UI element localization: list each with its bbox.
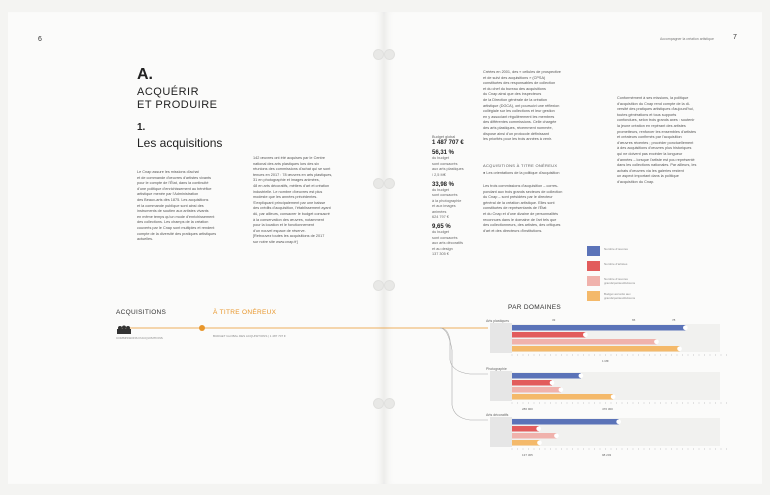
text-line: 48 en arts décoratifs, métiers d'art et création [253, 183, 330, 188]
bar-nombre-d-uvres [512, 373, 581, 379]
bar-end-marker [677, 346, 682, 351]
stat-line: du budget [432, 230, 449, 235]
category-label: Photographie [486, 367, 507, 371]
text-line: Le Cnap assure les missions d'achat [137, 170, 199, 174]
text-line: qui ne doivent pas excéder la longueur [617, 151, 683, 156]
page-number-right: 7 [733, 34, 737, 41]
bar-nombre-d-uvres-grands-petites-divisions [512, 387, 561, 393]
stat-line: sont consacrés [432, 161, 458, 166]
text-line: et du chef du bureau des acquisitions [483, 86, 546, 91]
stat-line: du budget [432, 188, 449, 193]
bar-end-marker [579, 373, 584, 378]
stat-line: / 2,5 M€ [432, 172, 446, 177]
bar-end-marker [583, 332, 588, 337]
stat-line: du budget [432, 156, 449, 161]
text-line: la jeune création en repérant des artistes [617, 123, 686, 128]
bar-end-marker [611, 394, 616, 399]
text-line: des Beaux-arts dès 1875. Les acquisitions [137, 197, 209, 202]
text-line: dispose ainsi d'un protocole définissant [483, 131, 549, 136]
bottom-value-label: 137 305 [522, 453, 533, 457]
text-line: d'acquisition du Cnap. [617, 179, 655, 184]
running-header: Accompagner la création artistique [660, 37, 714, 41]
bottom-value-label: 98 203 [602, 453, 612, 457]
stat-line: aux arts décoratifs [432, 241, 464, 246]
bar-end-marker [554, 433, 559, 438]
bar-end-marker [559, 387, 564, 392]
text-line: toutes générations et tous supports [617, 112, 677, 117]
text-line: en même temps qu'un mode d'enrichissement [137, 214, 215, 219]
text-line: [Retrouvez toutes les acquisitions de 2017 [253, 234, 325, 239]
subsection-title: Les acquisitions [137, 136, 223, 150]
text-line: dû, par ailleurs, consacrer le budget consacré [253, 211, 330, 216]
bar-end-marker [616, 419, 621, 424]
text-line: collégiale sur les collections et leur gestion [483, 109, 555, 114]
bar-nombre-d-artistes [512, 332, 585, 338]
stat-line: à la photographie [432, 198, 462, 203]
bar-end-marker [537, 440, 542, 445]
text-line: artistique menée par l'Administration [137, 192, 199, 197]
bar-budget-accord-aux-grands-petites-divisions [512, 394, 613, 400]
text-line: d'œuvres récentes ; procéder ponctuellement [617, 140, 694, 145]
text-line: 142 œuvres ont été acquises par le Centre [253, 156, 325, 160]
bottom-value-label: 286 900 [522, 407, 533, 411]
text-line: couverts par le Cnap sont multiples et rendent [137, 225, 215, 230]
stat-line: et au design [432, 246, 453, 251]
text-line: national des arts plastiques lors des six [253, 161, 320, 166]
text-line: compte de la diversité des pratiques artistiques [137, 231, 217, 236]
bullet-dot: ● [483, 171, 486, 175]
text-line: des arts plastiques, récemment nommée, [483, 125, 553, 130]
legend-label: Nombre d'œuvres [604, 247, 628, 251]
bullet-text: Les orientations de la politique d'acquisition [486, 171, 560, 175]
bar-nombre-d-artistes [512, 426, 539, 432]
stat-percent: 9,65 % [432, 224, 451, 231]
text-line: 31 en photographie et images animées, [253, 178, 320, 183]
category-label: Arts plastiques [486, 319, 509, 323]
text-line: à la conservation des œuvres, notamment [253, 217, 324, 222]
text-line: et de suivi des acquisitions » (CPSA) [483, 75, 546, 80]
text-line: d'un nouvel espace de réserve. [253, 228, 306, 233]
top-scale-label: 78 [672, 318, 676, 322]
text-line: à des acquisitions d'œuvres plus historiques [617, 146, 692, 151]
onereux-label: À TITRE ONÉREUX [213, 309, 277, 316]
legend-label: Nombre d'œuvres grands/petites/divisions [604, 277, 636, 285]
stat-line: animées [432, 209, 447, 214]
domains-title: PAR DOMAINES [508, 304, 561, 311]
stat-percent: 56,31 % [432, 150, 455, 157]
top-scale-label: 33 [552, 318, 556, 322]
text-line: de la Direction générale de la création [483, 97, 547, 102]
bar-end-marker [536, 426, 541, 431]
text-line: un aspect important dans la politique [617, 174, 679, 179]
text-line: et de commande d'œuvres d'artistes vivants [137, 175, 212, 180]
text-line: du Cnap ainsi que des inspecteurs [483, 92, 542, 97]
onereux-sub: BUDGET GLOBAL DES ACQUISITIONS | 1 487 707 € [213, 334, 286, 338]
text-line: réunions des commissions d'achat qui se sont [253, 167, 331, 172]
text-line: les priorités pour les trois années à venir. [483, 137, 553, 142]
text-line: reconnues dans le domaine de l'art tels que [483, 217, 557, 222]
category-track [490, 371, 512, 401]
text-line: versité des pratiques artistiques d'aujourd'hui, [617, 107, 694, 112]
text-line: modeste que les années précédentes. [253, 195, 318, 200]
acquisitions-label: ACQUISITIONS [116, 309, 167, 316]
page-number-left: 6 [38, 36, 42, 43]
text-line: d'une politique d'enrichissement au bénéfice [137, 186, 212, 191]
text-line: des crédits d'acquisition, l'établissement ayant [253, 206, 331, 211]
stat-line: sont consacrés [432, 193, 458, 198]
text-line: des collectionneurs, des artistes, des critiques [483, 223, 561, 228]
text-line: artistique (DGCA), ont poursuivi une réflexion [483, 103, 560, 108]
text-line: sur notre site www.cnap.fr] [253, 239, 298, 244]
section-title-line: ET PRODUIRE [137, 99, 218, 111]
text-line: prometteurs, renforcer les ensembles d'artistes [617, 129, 697, 134]
section-letter: A. [137, 66, 153, 83]
stat-line: aux arts plastiques [432, 167, 464, 172]
text-line: général de la création artistique. Elles sont [483, 200, 555, 205]
section-title-line: ACQUÉRIR [137, 86, 200, 98]
bar-nombre-d-artistes [512, 380, 552, 386]
text-line: des collections. Les champs de la création [137, 220, 209, 225]
text-line: confondues, selon trois grands axes : soutenir [617, 118, 695, 123]
text-line: en y associant régulièrement les membres [483, 114, 555, 119]
bar-budget-accord-aux-grands-petites-divisions [512, 346, 680, 352]
category-track [490, 417, 512, 447]
stat-line: 137 305 € [432, 252, 449, 257]
text-line: et créateurs confirmés par l'acquisition [617, 135, 682, 140]
category-label: Arts décoratifs [486, 413, 509, 417]
bar-end-marker [654, 339, 659, 344]
text-line: achats d'œuvres via les galeries restent [617, 168, 684, 173]
text-line: d'années – lorsque l'artiste est pou représenté [617, 157, 695, 162]
text-line: pour le compte de l'État, dans la continuité [137, 181, 209, 186]
text-line: et du Cnap et d'une dizaine de personnalités [483, 211, 559, 216]
bar-budget-accord-aux-grands-petites-divisions [512, 440, 539, 446]
text-line: d'art et des directeurs d'institutions. [483, 228, 543, 233]
text-line: tenues en 2017 : 78 œuvres en arts plastiques, [253, 172, 333, 177]
bottom-value-label: 1 M€ [602, 359, 609, 363]
bar-nombre-d-uvres-grands-petites-divisions [512, 433, 556, 439]
text-line: Les trois commissions d'acquisition – corres- [483, 184, 559, 188]
legend-label: Budget accordé aux grands/petites/divisions [604, 292, 636, 300]
bottom-value-label: 476 300 [602, 407, 613, 411]
text-line: des différentes commissions. Celle chargée [483, 120, 557, 125]
stat-line: et aux images [432, 204, 456, 209]
bar-nombre-d-uvres [512, 419, 619, 425]
text-line: S'expliquant principalement par une baisse [253, 200, 326, 205]
text-line: constituées de représentants de l'État [483, 206, 547, 211]
stat-line: sont consacrés [432, 235, 458, 240]
subsection-number: 1. [137, 122, 146, 133]
stat-line: 624 797 € [432, 215, 449, 220]
stat-percent: 33,98 % [432, 182, 455, 189]
legend-label: Nombre d'artistes [604, 262, 628, 266]
text-line: industrielle. Le nombre d'œuvres est plus [253, 189, 323, 194]
onereux-heading: ACQUISITIONS À TITRE ONÉREUX [483, 163, 558, 168]
bar-end-marker [550, 380, 555, 385]
text-line: du Cnap – sont présidées par le directeur [483, 195, 553, 200]
bar-nombre-d-uvres [512, 325, 685, 331]
top-scale-label: 65 [632, 318, 636, 322]
text-line: actuelles. [137, 237, 154, 242]
text-line: Créées en 2001, des « cellules de prospective [483, 70, 561, 74]
bar-nombre-d-uvres-grands-petites-divisions [512, 339, 656, 345]
bar-end-marker [683, 325, 688, 330]
acquisitions-sub: COMMISSIONS D'ACQUISITIONS [116, 336, 163, 340]
text-line: Conformément à ses missions, la politique [617, 96, 689, 100]
text-line: pour la location et le fonctionnement [253, 223, 315, 228]
text-line: d'acquisition du Cnap rend compte de la di- [617, 101, 690, 106]
text-line: constituées des responsables de collection [483, 81, 556, 86]
text-line: et la commande publique sont ainsi des [137, 203, 204, 208]
text-line: pondant aux trois grands secteurs de collection [483, 189, 563, 194]
budget-value: 1 487 707 € [432, 140, 464, 147]
text-line: dans les collections nationales. Par ailleurs, les [617, 163, 697, 168]
budget-label: Budget global [432, 135, 456, 139]
text-line: instruments de soutien aux artistes vivants [137, 209, 209, 214]
category-track [490, 323, 512, 353]
